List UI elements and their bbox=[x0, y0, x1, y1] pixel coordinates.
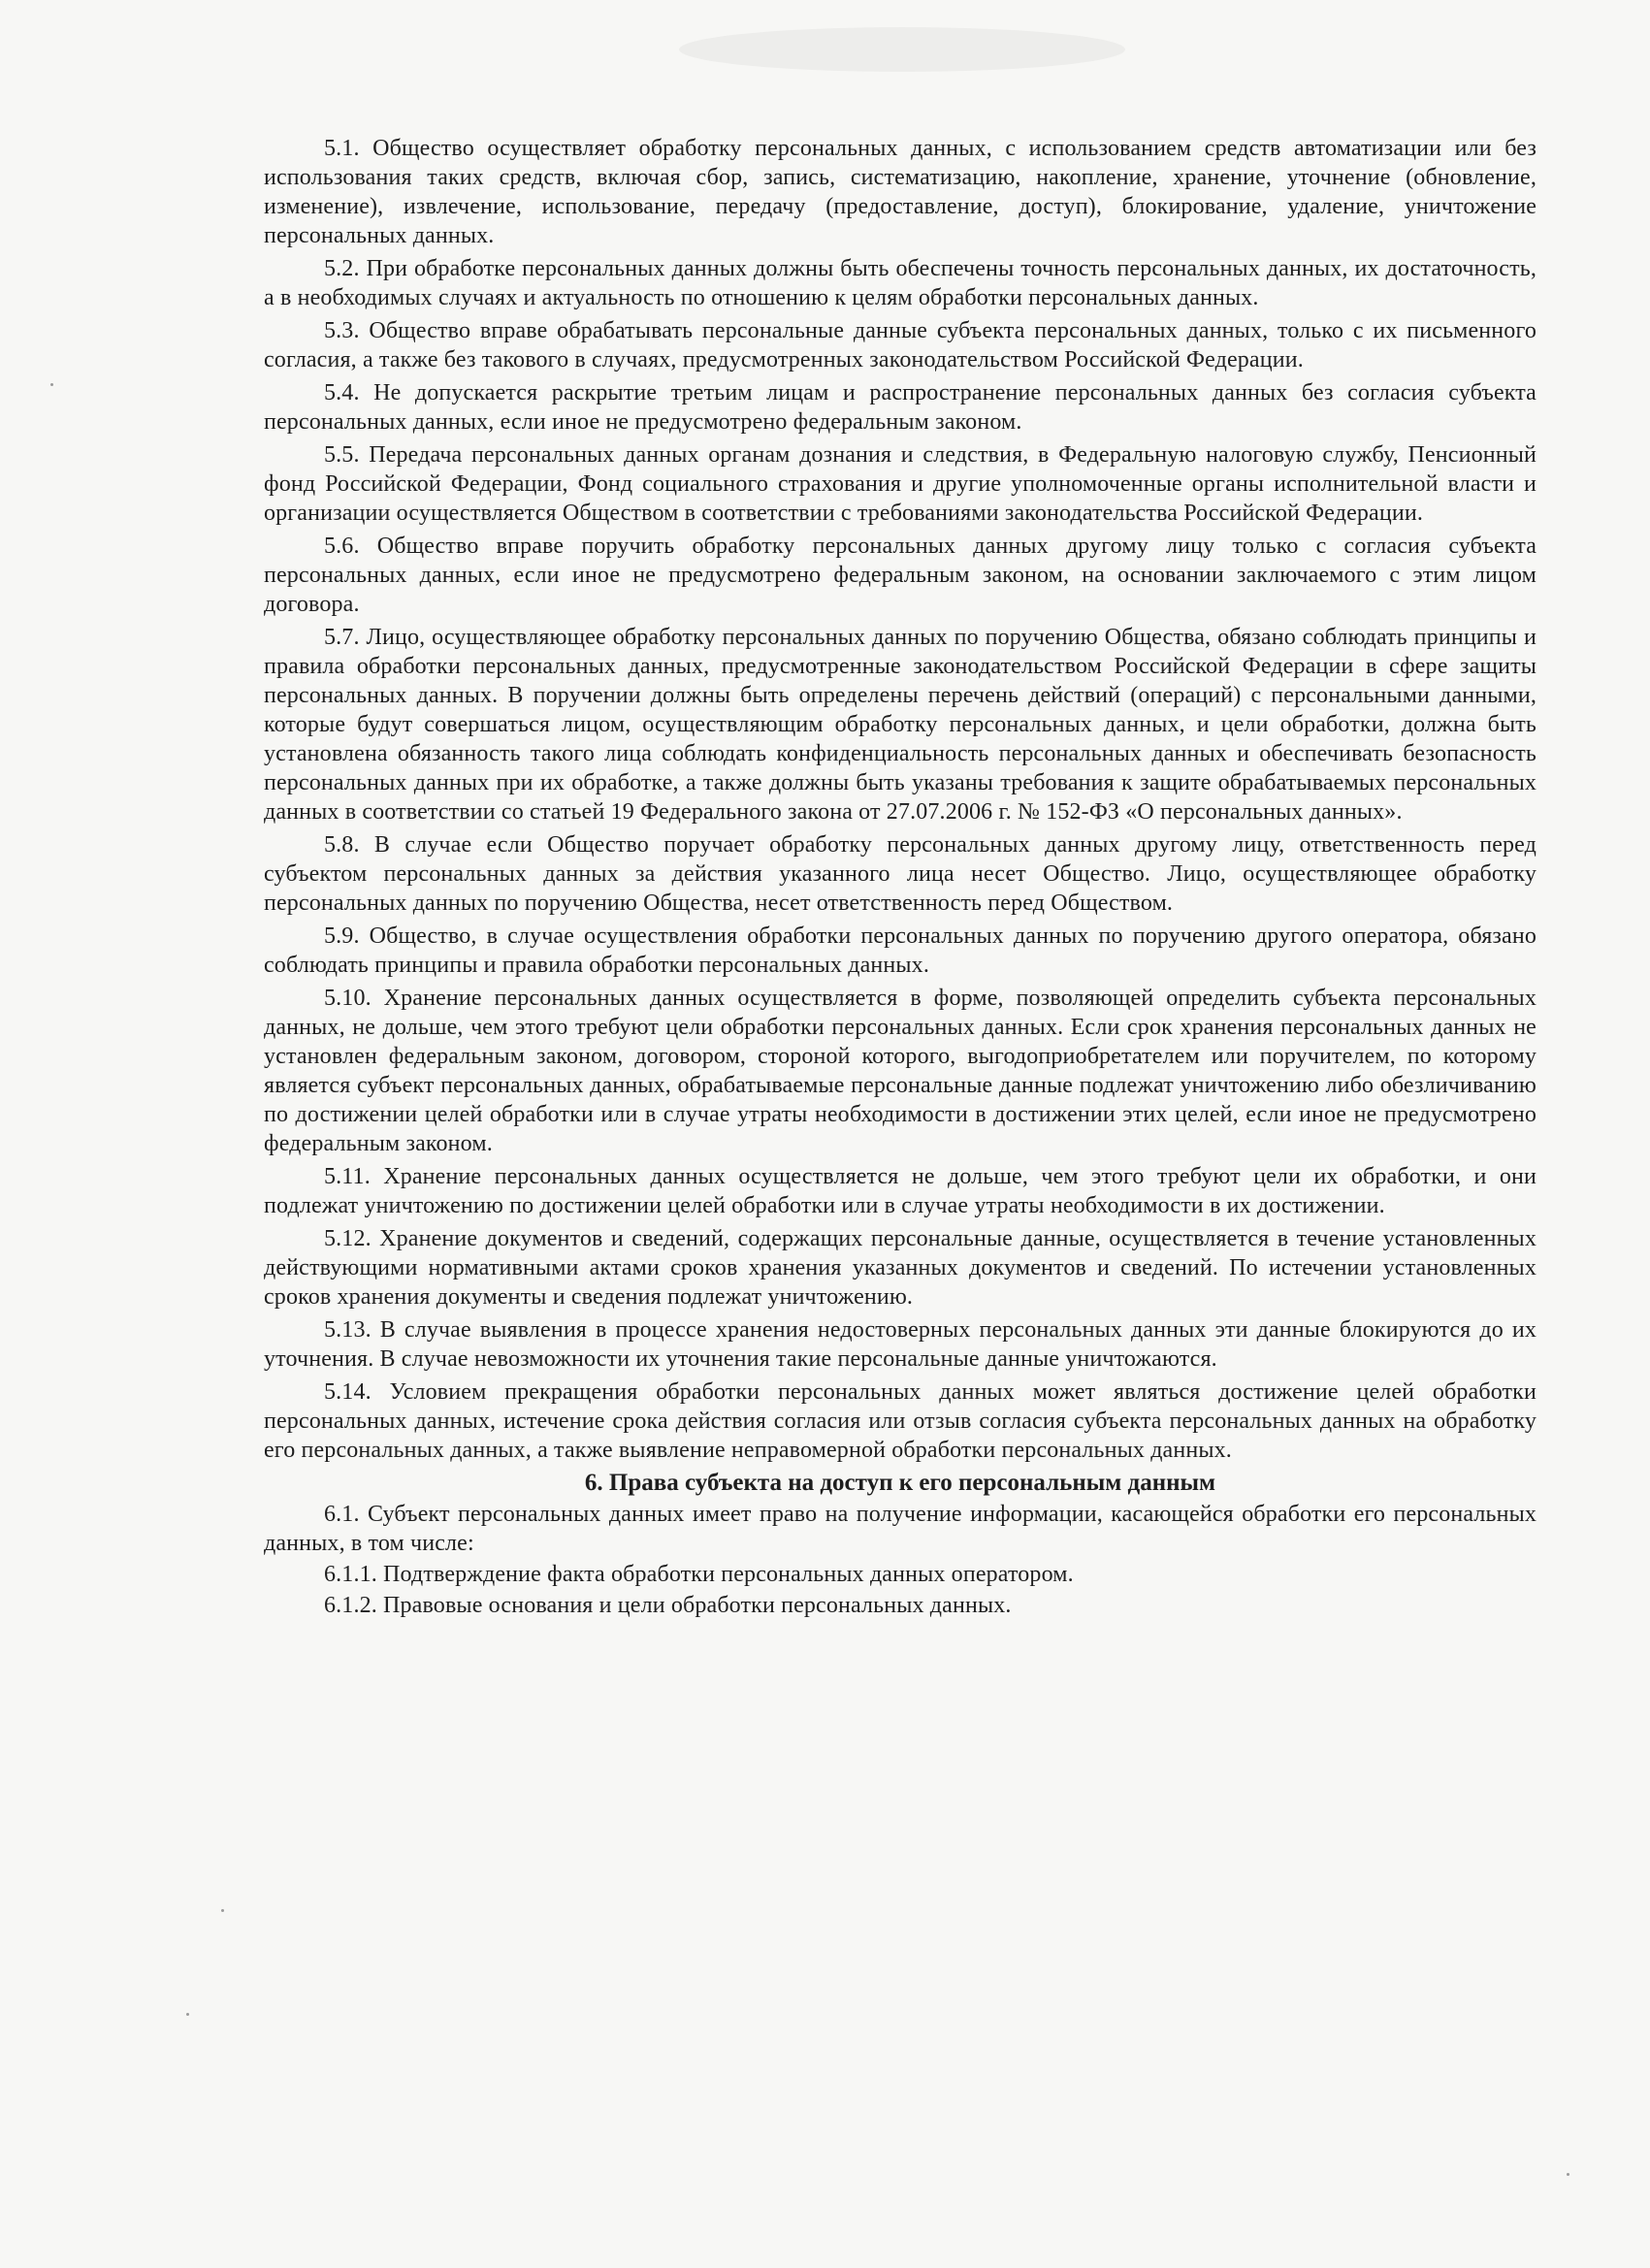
paragraph-6-1: 6.1. Субъект персональных данных имеет право на получение информации, касающейся обработки его персональных данных, в том числе: bbox=[264, 1502, 1537, 1556]
document-body bbox=[264, 134, 1537, 1622]
section-6-heading: 6. Права субъекта на доступ к его персональным данным bbox=[584, 1470, 1216, 1496]
paragraph-5-1: 5.1. Общество осуществляет обработку персональных данных, с использованием средств автоматизации или без использования таких средств, включая сбор, запись, систематизацию, накопление, хранение, уточнение (обновление, изменение), извлечение, использование, передачу (предоставление, доступ), блокирование, удаление, уничтожение персональных данных. bbox=[264, 136, 1537, 248]
scan-smudge bbox=[679, 27, 1125, 72]
paragraph-5-6: 5.6. Общество вправе поручить обработку персональных данных другому лицу только с согласия субъекта персональных данных, если иное не предусмотрено федеральным законом, на основании заключаемого с этим лицом договора. bbox=[264, 534, 1537, 617]
paragraph-5-13: 5.13. В случае выявления в процессе хранения недостоверных персональных данных эти данные блокируются до их уточнения. В случае невозможности их уточнения такие персональные данные уничтожаются. bbox=[264, 1317, 1537, 1372]
paragraph-5-9: 5.9. Общество, в случае осуществления обработки персональных данных по поручению другого оператора, обязано соблюдать принципы и правила обработки персональных данных. bbox=[264, 923, 1537, 978]
paragraph-5-5: 5.5. Передача персональных данных органам дознания и следствия, в Федеральную налоговую службу, Пенсионный фонд Российской Федерации, Фонд социального страхования и другие уполномоченные органы исполнительной власти и организации осуществляется Обществом в соответствии с требованиями законодательства Российской Федерации. bbox=[264, 442, 1537, 526]
scan-dot bbox=[1567, 2173, 1569, 2176]
scan-dot bbox=[221, 1909, 224, 1912]
paragraph-5-4: 5.4. Не допускается раскрытие третьим лицам и распространение персональных данных без согласия субъекта персональных данных, если иное не предусмотрено федеральным законом. bbox=[264, 380, 1537, 435]
paragraph-5-3: 5.3. Общество вправе обрабатывать персональные данные субъекта персональных данных, только с их письменного согласия, а также без такового в случаях, предусмотренных законодательством Российской Федерации. bbox=[264, 318, 1537, 373]
paragraph-6-1-1: 6.1.1. Подтверждение факта обработки персональных данных оператором. bbox=[324, 1562, 1074, 1587]
paragraph-5-14: 5.14. Условием прекращения обработки персональных данных может являться достижение целей обработки персональных данных, истечение срока действия согласия или отзыв согласия субъекта персональных данных на обработку его персональных данных, а также выявление неправомерной обработки персональных данных. bbox=[264, 1379, 1537, 1463]
paragraph-5-12: 5.12. Хранение документов и сведений, содержащих персональные данные, осуществляется в течение установленных действующими нормативными актами сроков хранения указанных документов и сведений. По истечении установленных сроков хранения документы и сведения подлежат уничтожению. bbox=[264, 1226, 1537, 1310]
paragraph-6-1-2: 6.1.2. Правовые основания и цели обработки персональных данных. bbox=[324, 1593, 1012, 1618]
paragraph-5-7: 5.7. Лицо, осуществляющее обработку персональных данных по поручению Общества, обязано соблюдать принципы и правила обработки персональных данных, предусмотренные законодательством Российской Федерации в сфере защиты персональных данных. В поручении должны быть определены перечень действий (операций) с персональными данными, которые будут совершаться лицом, осуществляющим обработку персональных данных, и цели обработки, должна быть установлена обязанность такого лица соблюдать конфиденциальность персональных данных и обеспечивать безопасность персональных данных при их обработке, а также должны быть указаны требования к защите обрабатываемых персональных данных в соответствии со статьей 19 Федерального закона от 27.07.2006 г. № 152-ФЗ «О персональных данных». bbox=[264, 625, 1537, 825]
paragraph-5-8: 5.8. В случае если Общество поручает обработку персональных данных другому лицу, ответственность перед субъектом персональных данных за действия указанного лица несет Общество. Лицо, осуществляющее обработку персональных данных по поручению Общества, несет ответственность перед Обществом. bbox=[264, 832, 1537, 916]
paragraph-5-10: 5.10. Хранение персональных данных осуществляется в форме, позволяющей определить субъекта персональных данных, не дольше, чем этого требуют цели обработки персональных данных. Если срок хранения персональных данных не установлен федеральным законом, договором, стороной которого, выгодоприобретателем или поручителем, по которому является субъект персональных данных, обрабатываемые персональные данные подлежат уничтожению либо обезличиванию по достижении целей обработки или в случае утраты необходимости в достижении этих целей, если иное не предусмотрено федеральным законом. bbox=[264, 986, 1537, 1156]
scan-dot bbox=[186, 2013, 189, 2016]
paragraph-5-2: 5.2. При обработке персональных данных должны быть обеспечены точность персональных данных, их достаточность, а в необходимых случаях и актуальность по отношению к целям обработки персональных данных. bbox=[264, 256, 1537, 310]
paragraph-5-11: 5.11. Хранение персональных данных осуществляется не дольше, чем этого требуют цели их обработки, и они подлежат уничтожению по достижении целей обработки или в случае утраты необходимости в их достижении. bbox=[264, 1164, 1537, 1218]
scan-dot bbox=[50, 383, 53, 386]
